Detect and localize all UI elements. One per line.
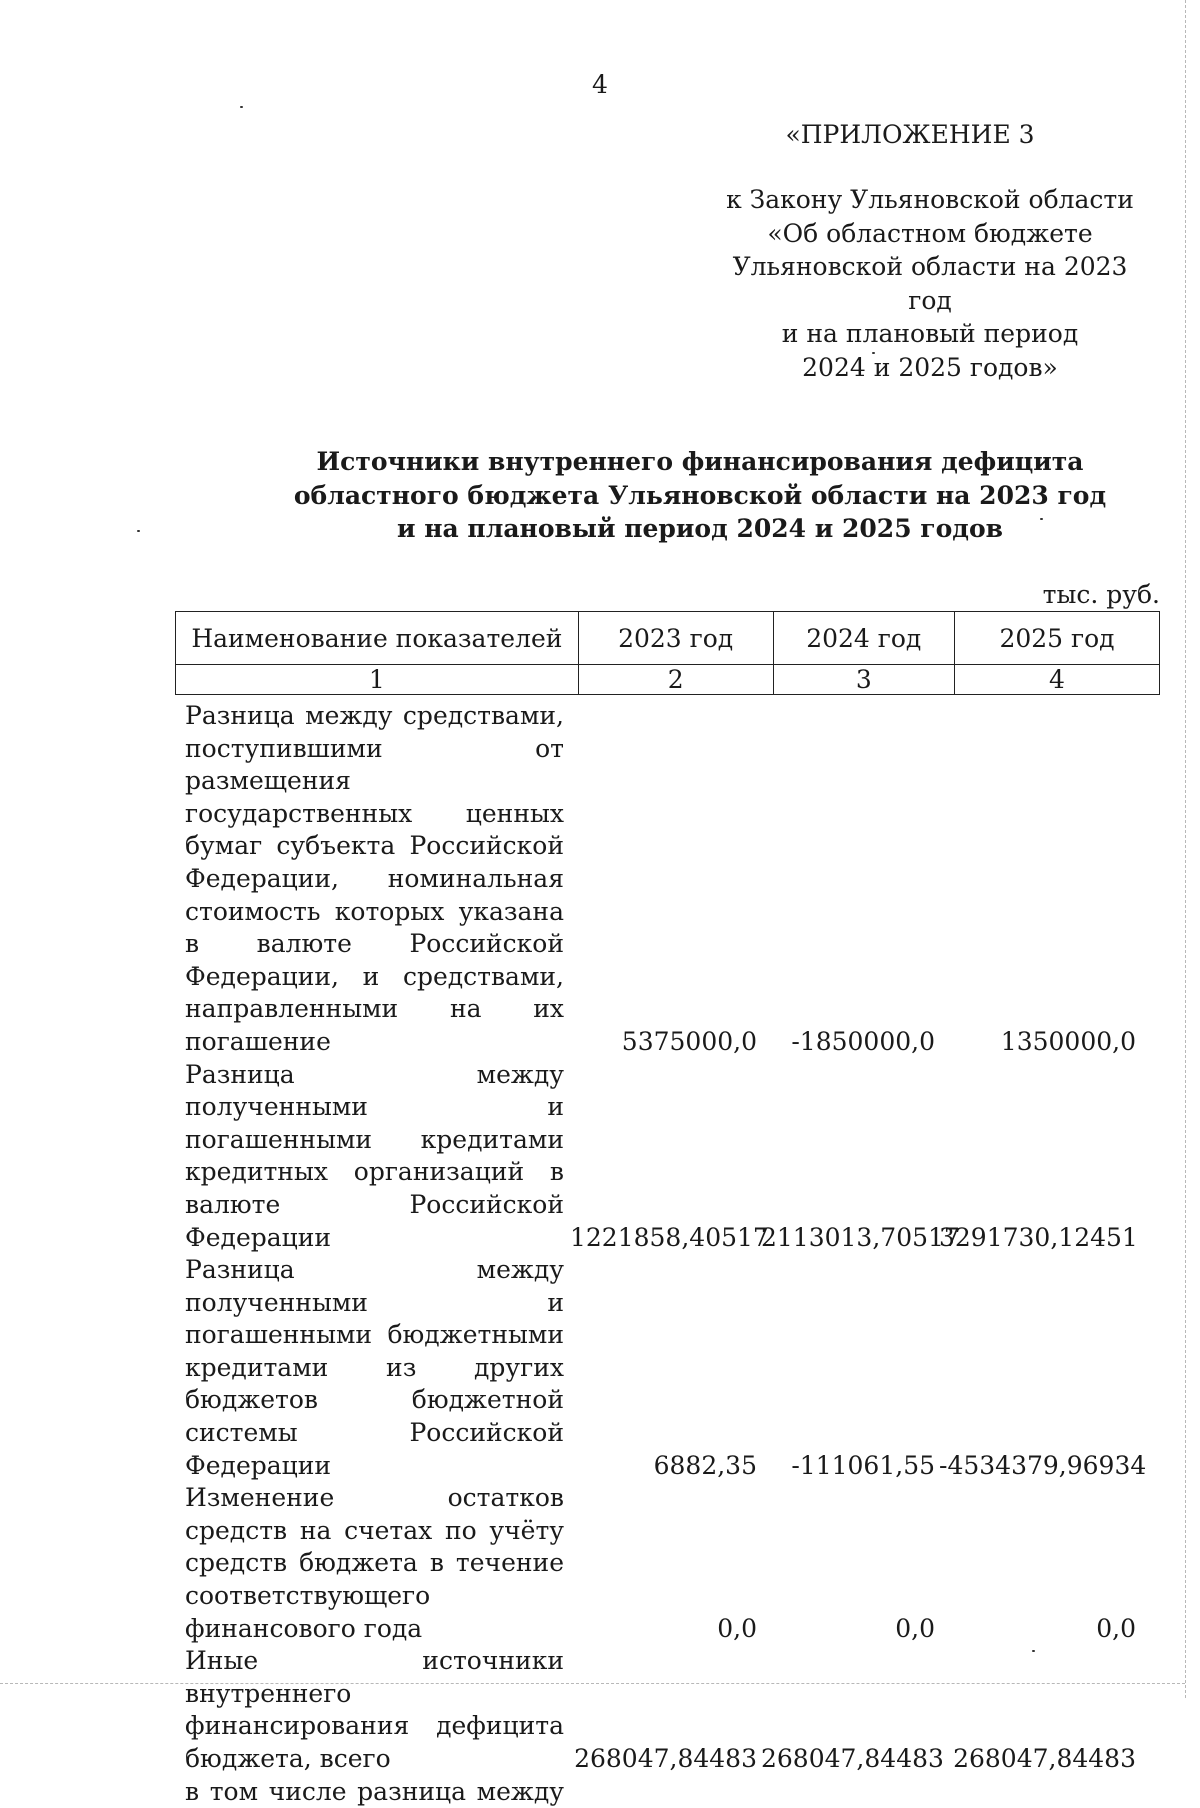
column-number: 4 bbox=[955, 665, 1160, 695]
value-2023: 268047,84483 bbox=[574, 1744, 757, 1773]
law-reference-line: Ульяновской области на 2023 год bbox=[732, 252, 1128, 315]
unit-label: тыс. руб. bbox=[1042, 580, 1160, 609]
document-title-line: областного бюджета Ульяновской области на 2023 год bbox=[293, 480, 1107, 510]
table-row bbox=[175, 1645, 1160, 1775]
document-title-line: и на плановый период 2024 и 2025 годов bbox=[396, 514, 1003, 543]
value-2025: 3291730,12451 bbox=[939, 1222, 1138, 1252]
table-row-partial bbox=[175, 1776, 1160, 1808]
table-row bbox=[175, 1482, 1160, 1645]
row-name: Разница между полученными и погашенными кредитами кредитных организаций в валюте Российской Федерации bbox=[185, 1059, 564, 1252]
row-name: Изменение остатков средств на счетах по учёту средств бюджета в течение соответствующего финансового года bbox=[185, 1483, 564, 1643]
law-reference-line: «Об областном бюджете bbox=[767, 218, 1093, 248]
column-header: Наименование показателей bbox=[176, 612, 579, 665]
column-number: 3 bbox=[773, 665, 955, 695]
value-2025: 1350000,0 bbox=[1000, 1026, 1136, 1056]
table-row bbox=[175, 700, 1160, 1059]
row-name: Разница между средствами, поступившими от размещения государственных ценных бумаг субъекта Российской Федерации, номинальная стоимость которых указана в валюте Российской Федерации, и средствами, направленными на их погашение bbox=[185, 701, 564, 1056]
row-name: Разница между полученными и погашенными бюджетными кредитами из других бюджетов бюджетной системы Российской Федерации bbox=[185, 1255, 564, 1480]
appendix-title: «ПРИЛОЖЕНИЕ 3 bbox=[785, 120, 1035, 149]
value-2025: -4534379,96934 bbox=[939, 1450, 1147, 1480]
value-2024: 2113013,70517 bbox=[761, 1222, 960, 1252]
table-header bbox=[175, 611, 1160, 695]
column-number: 2 bbox=[578, 665, 773, 695]
row-name: Иные источники внутреннего финансирования дефицита бюджета, всего bbox=[185, 1646, 564, 1773]
header-row bbox=[176, 612, 1160, 665]
column-number-row bbox=[176, 665, 1160, 695]
scan-speck bbox=[137, 530, 140, 532]
law-reference-line: 2024 и 2025 годов» bbox=[802, 352, 1058, 382]
law-reference bbox=[710, 183, 1150, 384]
value-2023: 5375000,0 bbox=[621, 1026, 757, 1056]
column-header: 2024 год bbox=[773, 612, 955, 665]
value-2023: 1221858,40517 bbox=[570, 1222, 769, 1252]
value-2024: -111061,55 bbox=[791, 1450, 935, 1480]
table-row bbox=[175, 1059, 1160, 1255]
column-number: 1 bbox=[176, 665, 579, 695]
page-number: 4 bbox=[592, 70, 608, 99]
law-reference-line: и на плановый период bbox=[781, 319, 1079, 348]
value-2023: 0,0 bbox=[717, 1613, 757, 1643]
value-2023: 6882,35 bbox=[653, 1450, 757, 1480]
page-border-right bbox=[1185, 0, 1186, 1698]
scan-speck bbox=[240, 106, 243, 108]
value-2024: 0,0 bbox=[895, 1613, 935, 1643]
value-2025: 0,0 bbox=[1096, 1613, 1136, 1643]
column-header: 2023 год bbox=[578, 612, 773, 665]
document-title bbox=[260, 445, 1140, 546]
table-row bbox=[175, 1254, 1160, 1482]
column-header: 2025 год bbox=[955, 612, 1160, 665]
document-title-line: Источники внутреннего финансирования дефицита bbox=[316, 447, 1084, 476]
row-name-continued: в том числе разница между bbox=[185, 1776, 564, 1806]
value-2025: 268047,84483 bbox=[953, 1744, 1136, 1773]
value-2024: -1850000,0 bbox=[791, 1026, 935, 1056]
law-reference-line: к Закону Ульяновской области bbox=[726, 185, 1134, 214]
table-body bbox=[175, 700, 1160, 1808]
value-2024: 268047,84483 bbox=[761, 1744, 944, 1773]
